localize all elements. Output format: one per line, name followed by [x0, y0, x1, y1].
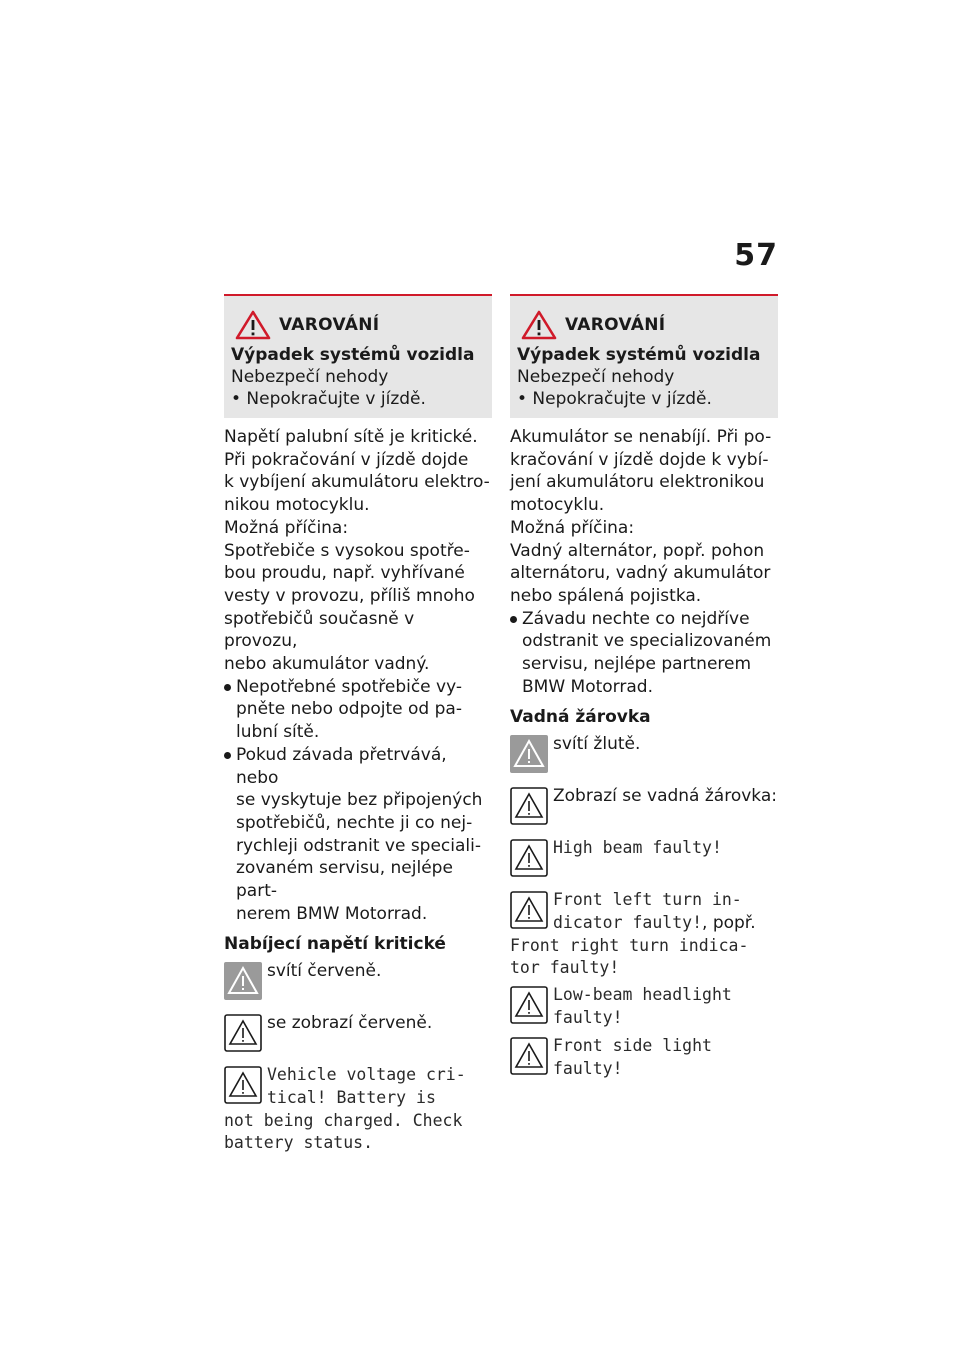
- warning-line: • Nepokračujte v jízdě.: [517, 389, 712, 409]
- indicator-row: [224, 960, 492, 1000]
- warning-triangle-icon: [521, 310, 557, 340]
- text-line: servisu, nejlépe partnerem: [522, 654, 752, 675]
- text-line: faulty!: [553, 1007, 623, 1027]
- paragraph: [510, 540, 778, 608]
- text-line: Závadu nechte co nejdříve: [522, 608, 750, 629]
- text-line: Při pokračování v jízdě dojde: [224, 449, 469, 470]
- warning-box: [510, 294, 778, 418]
- warning-header: [235, 310, 484, 340]
- indicator-text: se zobrazí červeně.: [267, 1013, 433, 1034]
- warning-outline-icon: [510, 986, 548, 1024]
- text-line: Nepotřebné spotřebiče vy-: [236, 676, 463, 697]
- text-line: not being charged. Check: [224, 1110, 463, 1130]
- text-line: tor faulty!: [510, 958, 620, 978]
- paragraph: [224, 540, 492, 676]
- text-line: alternátoru, vadný akumulátor: [510, 563, 771, 584]
- warning-box: [224, 294, 492, 418]
- text-line: tical! Battery is: [267, 1087, 436, 1107]
- text-line: odstranit ve specializovaném: [522, 631, 772, 652]
- indicator-message: High beam faulty!: [553, 838, 722, 858]
- text-line: pněte nebo odpojte od pa-: [236, 699, 462, 720]
- bullet-item: [224, 744, 492, 926]
- text-line: vesty v provozu, příliš mnoho: [224, 585, 475, 606]
- text-line: k vybíjení akumulátoru elektro-: [224, 472, 490, 493]
- indicator-row: [224, 1064, 492, 1109]
- text-line: bou proudu, např. vyhřívané: [224, 563, 465, 584]
- warning-triangle-icon: [235, 310, 271, 340]
- warning-outline-icon: [510, 839, 548, 877]
- text-line: spotřebičů, nechte ji co nej-: [236, 812, 473, 833]
- text-span: , popř.: [702, 912, 756, 933]
- indicator-message-continued: [510, 935, 778, 980]
- text-span: dicator faulty!: [553, 912, 703, 932]
- indicator-row: [510, 733, 778, 773]
- text-line: Pokud závada přetrvává, nebo: [236, 744, 447, 788]
- text-line: zovaném servisu, nejlépe part-: [236, 858, 453, 902]
- indicator-message: [553, 984, 732, 1029]
- warning-outline-icon: [510, 891, 548, 929]
- general-warning-light-icon: [224, 962, 262, 1000]
- indicator-row: [510, 984, 778, 1029]
- warning-line: Nebezpečí nehody: [231, 367, 389, 387]
- indicator-row: [510, 837, 778, 877]
- section-title: Nabíjecí napětí kritické: [224, 934, 446, 955]
- paragraph: [510, 426, 778, 517]
- text-line: motocyklu.: [510, 495, 605, 516]
- warning-title: VAROVÁNÍ: [565, 315, 666, 335]
- cause-label: Možná příčina:: [510, 517, 635, 538]
- indicator-message-continued: [224, 1110, 492, 1155]
- text-line: jení akumulátoru elektronikou: [510, 472, 765, 493]
- indicator-row: [224, 1012, 492, 1052]
- warning-title: VAROVÁNÍ: [279, 315, 380, 335]
- indicator-row: [510, 889, 778, 934]
- indicator-message: [267, 1064, 466, 1109]
- text-line: Napětí palubní sítě je kritické.: [224, 427, 478, 447]
- bullet-item: [510, 608, 778, 699]
- warning-outline-icon: [510, 787, 548, 825]
- text-line: Front side light: [553, 1036, 712, 1056]
- indicator-message: [553, 889, 756, 934]
- indicator-row: [510, 785, 778, 825]
- text-line: Front right turn indica-: [510, 935, 749, 955]
- indicator-row: [510, 1035, 778, 1080]
- text-line: battery status.: [224, 1133, 374, 1153]
- warning-outline-icon: [224, 1066, 262, 1104]
- left-column: [224, 294, 492, 1155]
- text-line: kračování v jízdě dojde k vybí-: [510, 449, 769, 470]
- warning-subtitle: Výpadek systémů vozidla: [231, 345, 475, 365]
- indicator-text: svítí žlutě.: [553, 734, 641, 755]
- warning-outline-icon: [510, 1037, 548, 1075]
- text-line: BMW Motorrad.: [522, 676, 653, 697]
- text-line: Vehicle voltage cri-: [267, 1065, 466, 1085]
- warning-line: Nebezpečí nehody: [517, 367, 675, 387]
- text-line: nebo akumulátor vadný.: [224, 654, 430, 675]
- text-line: spotřebičů současně v provozu,: [224, 608, 415, 652]
- paragraph: [224, 426, 492, 517]
- right-column: [510, 294, 778, 1081]
- text-line: Spotřebiče s vysokou spotře-: [224, 540, 470, 561]
- warning-subtitle: Výpadek systémů vozidla: [517, 345, 761, 365]
- warning-header: [521, 310, 770, 340]
- indicator-text: Zobrazí se vadná žárovka:: [553, 786, 777, 807]
- text-line: faulty!: [553, 1059, 623, 1079]
- text-line: nikou motocyklu.: [224, 495, 370, 516]
- text-line: rychleji odstranit ve speciali-: [236, 835, 481, 856]
- general-warning-light-icon: [510, 735, 548, 773]
- text-line: nerem BMW Motorrad.: [236, 903, 428, 924]
- cause-label: Možná příčina:: [224, 517, 349, 538]
- text-line: se vyskytuje bez připojených: [236, 790, 483, 811]
- warning-outline-icon: [224, 1014, 262, 1052]
- bullet-item: [224, 676, 492, 744]
- warning-line: • Nepokračujte v jízdě.: [231, 389, 426, 409]
- section-title: Vadná žárovka: [510, 707, 651, 728]
- indicator-text: svítí červeně.: [267, 961, 382, 982]
- text-line: Akumulátor se nenabíjí. Při po-: [510, 427, 772, 447]
- text-line: Vadný alternátor, popř. pohon: [510, 540, 765, 561]
- page-number: 57: [734, 238, 778, 273]
- text-line: Front left turn in-: [553, 890, 742, 910]
- indicator-message: [553, 1035, 712, 1080]
- text-line: nebo spálená pojistka.: [510, 585, 702, 606]
- text-line: lubní sítě.: [236, 722, 320, 743]
- text-line: Low-beam headlight: [553, 984, 732, 1004]
